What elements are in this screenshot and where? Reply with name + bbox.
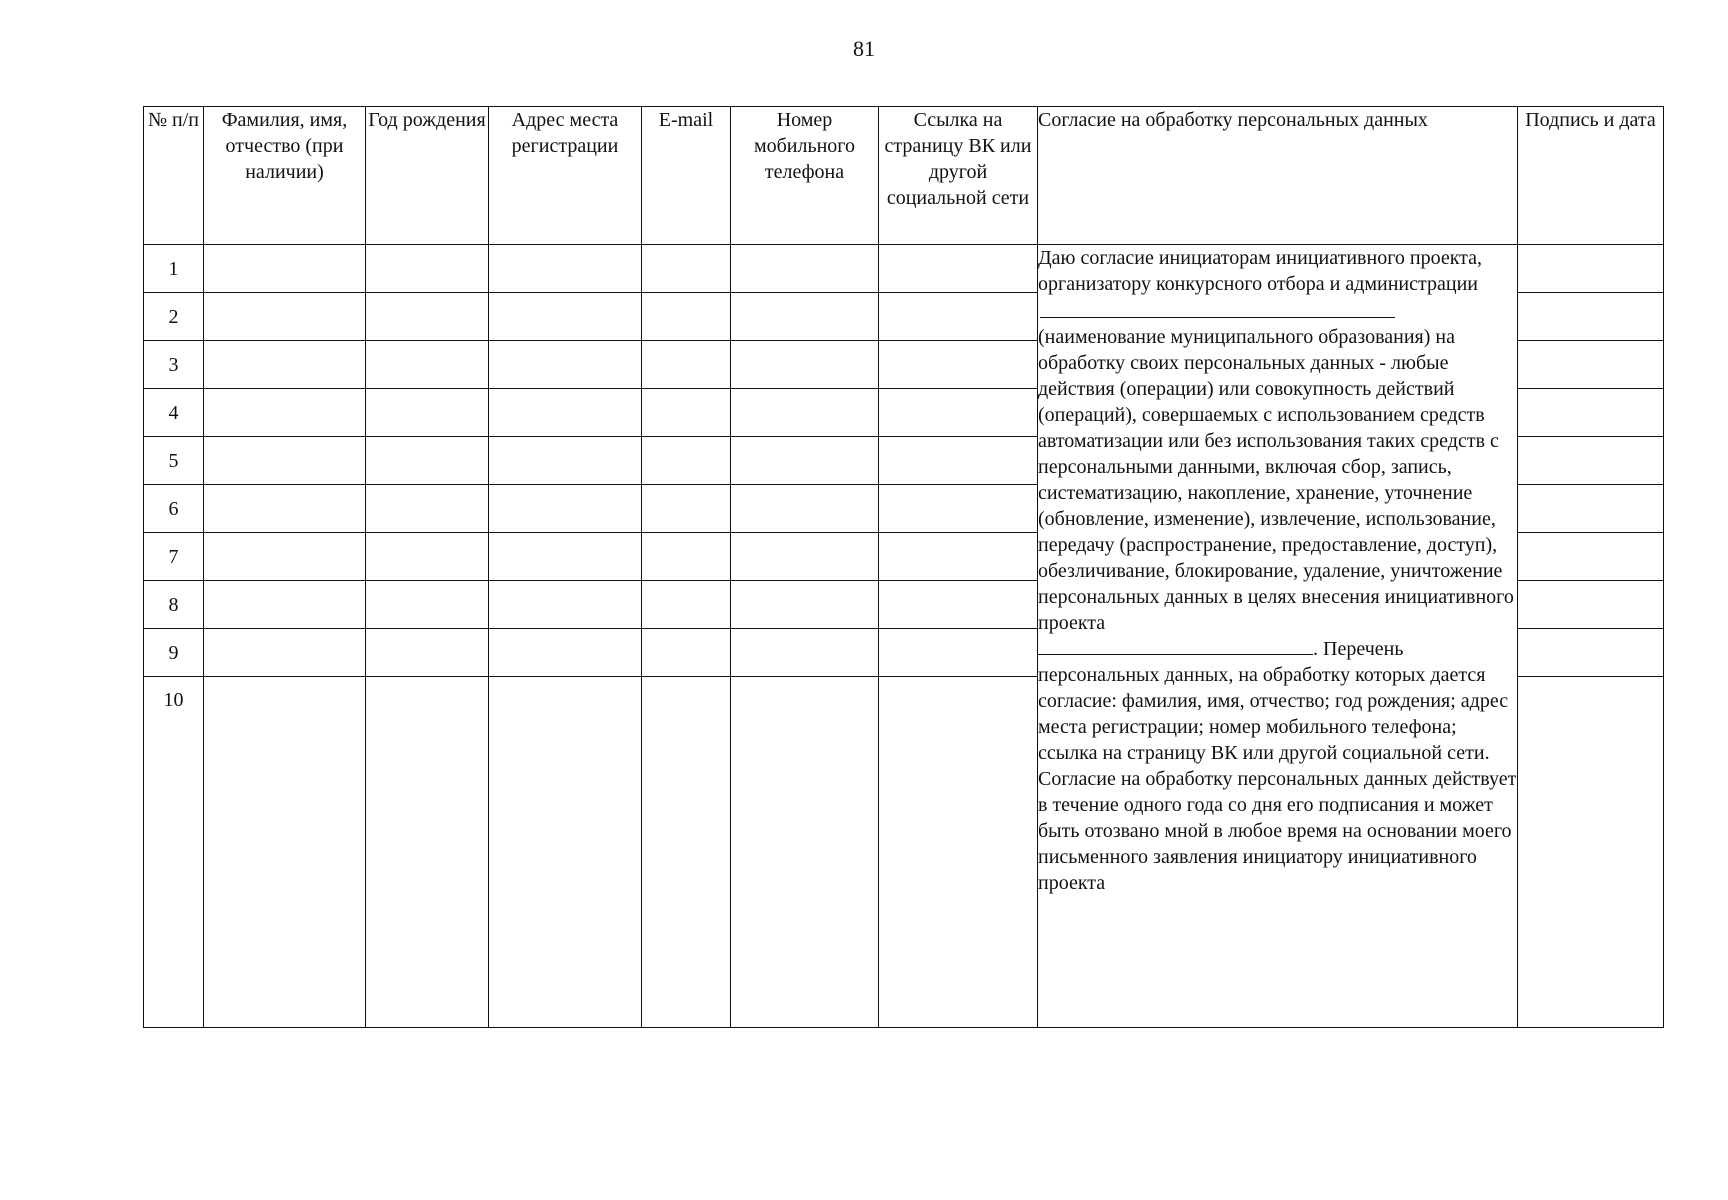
full-name-cell bbox=[204, 485, 366, 533]
email-cell bbox=[642, 581, 731, 629]
row-number: 7 bbox=[144, 533, 204, 581]
full-name-cell bbox=[204, 245, 366, 293]
birth-year-cell bbox=[366, 389, 489, 437]
birth-year-cell bbox=[366, 677, 489, 1028]
row-number: 4 bbox=[144, 389, 204, 437]
signature-date-cell bbox=[1518, 389, 1664, 437]
signature-date-cell bbox=[1518, 629, 1664, 677]
registration-address-cell bbox=[489, 533, 642, 581]
signature-date-cell bbox=[1518, 581, 1664, 629]
registration-address-cell bbox=[489, 245, 642, 293]
row-number: 8 bbox=[144, 581, 204, 629]
registration-address-cell bbox=[489, 485, 642, 533]
registration-address-cell bbox=[489, 437, 642, 485]
full-name-cell bbox=[204, 437, 366, 485]
email-cell bbox=[642, 437, 731, 485]
header-birth-year: Год рождения bbox=[366, 107, 489, 245]
municipality-blank-line bbox=[1040, 299, 1395, 318]
birth-year-cell bbox=[366, 581, 489, 629]
signature-date-cell bbox=[1518, 437, 1664, 485]
full-name-cell bbox=[204, 581, 366, 629]
email-cell bbox=[642, 629, 731, 677]
header-email: E-mail bbox=[642, 107, 731, 245]
birth-year-cell bbox=[366, 245, 489, 293]
row-number: 2 bbox=[144, 293, 204, 341]
registration-address-cell bbox=[489, 341, 642, 389]
page-number: 81 bbox=[853, 36, 875, 61]
social-link-cell bbox=[879, 389, 1038, 437]
personal-data-consent-table bbox=[143, 106, 1664, 1028]
email-cell bbox=[642, 677, 731, 1028]
mobile-phone-cell bbox=[731, 341, 879, 389]
social-link-cell bbox=[879, 245, 1038, 293]
row-number: 9 bbox=[144, 629, 204, 677]
mobile-phone-cell bbox=[731, 389, 879, 437]
mobile-phone-cell bbox=[731, 485, 879, 533]
social-link-cell bbox=[879, 293, 1038, 341]
signature-date-cell bbox=[1518, 677, 1664, 1028]
header-row bbox=[144, 107, 1664, 245]
birth-year-cell bbox=[366, 533, 489, 581]
full-name-cell bbox=[204, 677, 366, 1028]
social-link-cell bbox=[879, 533, 1038, 581]
email-cell bbox=[642, 533, 731, 581]
birth-year-cell bbox=[366, 341, 489, 389]
email-cell bbox=[642, 485, 731, 533]
mobile-phone-cell bbox=[731, 581, 879, 629]
mobile-phone-cell bbox=[731, 437, 879, 485]
header-social-link: Ссылка на страницу ВК или другой социальной сети bbox=[879, 107, 1038, 245]
header-registration-address: Адрес места регистрации bbox=[489, 107, 642, 245]
row-number: 3 bbox=[144, 341, 204, 389]
row-number: 5 bbox=[144, 437, 204, 485]
social-link-cell bbox=[879, 629, 1038, 677]
email-cell bbox=[642, 293, 731, 341]
birth-year-cell bbox=[366, 437, 489, 485]
consent-text-body: (наименование муниципального образования) на обработку своих персональных данных - любые действия (операции) или совокупность действий (операций), совершаемых с использованием средств автоматизации или без использования таких средств с персональными данными, включая сбор, запись, систематизацию, накопление, хранение, уточнение (обновление, изменение), извлечение, использование, передачу (распространение, предоставление, доступ), обезличивание, блокирование, удаление, уничтожение персональных данных в целях внесения инициативного проекта bbox=[1038, 326, 1514, 634]
header-full-name: Фамилия, имя, отчество (при наличии) bbox=[204, 107, 366, 245]
consent-text-intro: Даю согласие инициаторам инициативного проекта, организатору конкурсного отбора и администрации bbox=[1038, 247, 1483, 295]
row-number: 6 bbox=[144, 485, 204, 533]
signature-date-cell bbox=[1518, 485, 1664, 533]
birth-year-cell bbox=[366, 293, 489, 341]
row-number: 1 bbox=[144, 245, 204, 293]
row-number: 10 bbox=[144, 677, 204, 1028]
table-row bbox=[144, 245, 1664, 293]
signature-date-cell bbox=[1518, 245, 1664, 293]
signature-date-cell bbox=[1518, 341, 1664, 389]
header-number: № п/п bbox=[144, 107, 204, 245]
registration-address-cell bbox=[489, 629, 642, 677]
social-link-cell bbox=[879, 581, 1038, 629]
full-name-cell bbox=[204, 629, 366, 677]
full-name-cell bbox=[204, 293, 366, 341]
registration-address-cell bbox=[489, 581, 642, 629]
social-link-cell bbox=[879, 485, 1038, 533]
mobile-phone-cell bbox=[731, 293, 879, 341]
consent-text-conclusion: . Перечень персональных данных, на обработку которых дается согласие: фамилия, имя, отчество; год рождения; адрес места регистрации; номер мобильного телефона; ссылка на страницу ВК или другой социальной сети. Согласие на обработку персональных данных действует в течение одного года со дня его подписания и может быть отозвано мной в любое время на основании моего письменного заявления инициатору инициативного проекта bbox=[1038, 638, 1517, 894]
full-name-cell bbox=[204, 389, 366, 437]
project-blank-line bbox=[1038, 636, 1313, 655]
mobile-phone-cell bbox=[731, 629, 879, 677]
header-consent: Согласие на обработку персональных данных bbox=[1038, 107, 1518, 245]
social-link-cell bbox=[879, 437, 1038, 485]
email-cell bbox=[642, 245, 731, 293]
consent-text-cell bbox=[1038, 245, 1518, 1028]
signature-date-cell bbox=[1518, 533, 1664, 581]
mobile-phone-cell bbox=[731, 533, 879, 581]
birth-year-cell bbox=[366, 485, 489, 533]
social-link-cell bbox=[879, 677, 1038, 1028]
full-name-cell bbox=[204, 341, 366, 389]
email-cell bbox=[642, 341, 731, 389]
registration-address-cell bbox=[489, 389, 642, 437]
registration-address-cell bbox=[489, 677, 642, 1028]
email-cell bbox=[642, 389, 731, 437]
header-signature-date: Подпись и дата bbox=[1518, 107, 1664, 245]
header-mobile-phone: Номер мобильного телефона bbox=[731, 107, 879, 245]
mobile-phone-cell bbox=[731, 677, 879, 1028]
mobile-phone-cell bbox=[731, 245, 879, 293]
full-name-cell bbox=[204, 533, 366, 581]
birth-year-cell bbox=[366, 629, 489, 677]
registration-address-cell bbox=[489, 293, 642, 341]
social-link-cell bbox=[879, 341, 1038, 389]
signature-date-cell bbox=[1518, 293, 1664, 341]
